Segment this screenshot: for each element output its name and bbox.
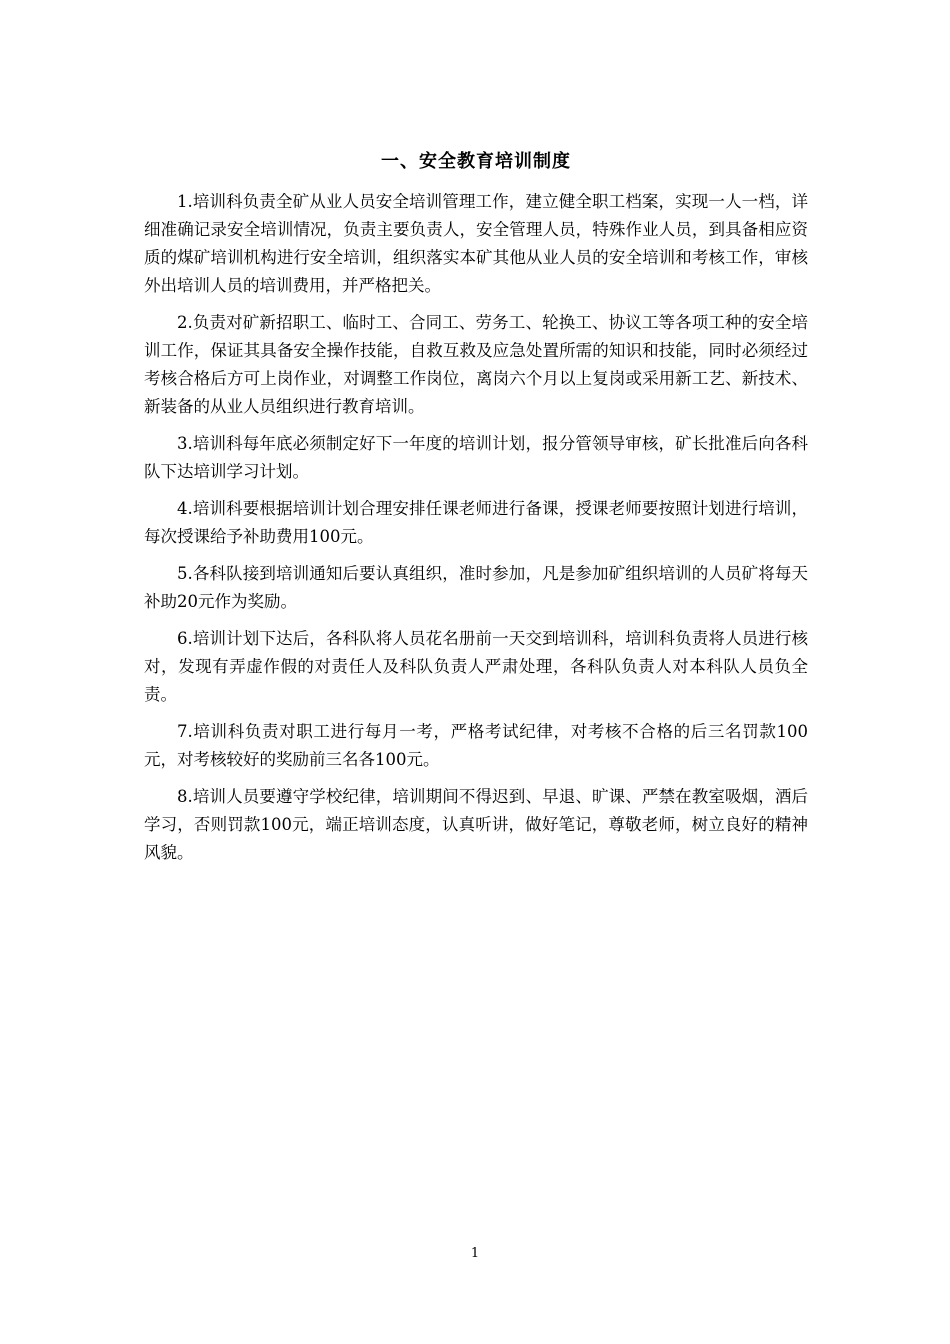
paragraph-5: 5.各科队接到培训通知后要认真组织，准时参加，凡是参加矿组织培训的人员矿将每天补助20元作为奖励。 — [144, 564, 808, 611]
paragraph-1: 1.培训科负责全矿从业人员安全培训管理工作，建立健全职工档案，实现一人一档，详细准确记录安全培训情况，负责主要负责人，安全管理人员，特殊作业人员，到具备相应资质的煤矿培训机构进行安全培训，组织落实本矿其他从业人员的安全培训和考核工作，审核外出培训人员的培训费用，并严格把关。 — [144, 192, 808, 295]
document-body — [144, 148, 808, 876]
document-title: 一、安全教育培训制度 — [381, 151, 571, 172]
paragraph-7: 7.培训科负责对职工进行每月一考，严格考试纪律，对考核不合格的后三名罚款100元，对考核较好的奖励前三名各100元。 — [144, 722, 808, 769]
paragraph-2: 2.负责对矿新招职工、临时工、合同工、劳务工、轮换工、协议工等各项工种的安全培训工作，保证其具备安全操作技能，自救互救及应急处置所需的知识和技能，同时必须经过考核合格后方可上岗作业，对调整工作岗位，离岗六个月以上复岗或采用新工艺、新技术、新装备的从业人员组织进行教育培训。 — [144, 313, 808, 416]
paragraph-4: 4.培训科要根据培训计划合理安排任课老师进行备课，授课老师要按照计划进行培训，每次授课给予补助费用100元。 — [144, 499, 808, 546]
paragraph-6: 6.培训计划下达后，各科队将人员花名册前一天交到培训科，培训科负责将人员进行核对，发现有弄虚作假的对责任人及科队负责人严肃处理，各科队负责人对本科队人员负全责。 — [144, 629, 808, 704]
paragraph-8: 8.培训人员要遵守学校纪律，培训期间不得迟到、早退、旷课、严禁在教室吸烟，酒后学习，否则罚款100元，端正培训态度，认真听讲，做好笔记，尊敬老师，树立良好的精神风貌。 — [144, 787, 808, 862]
paragraph-3: 3.培训科每年底必须制定好下一年度的培训计划，报分管领导审核，矿长批准后向各科队下达培训学习计划。 — [144, 434, 808, 481]
page-number: 1 — [470, 1246, 480, 1261]
